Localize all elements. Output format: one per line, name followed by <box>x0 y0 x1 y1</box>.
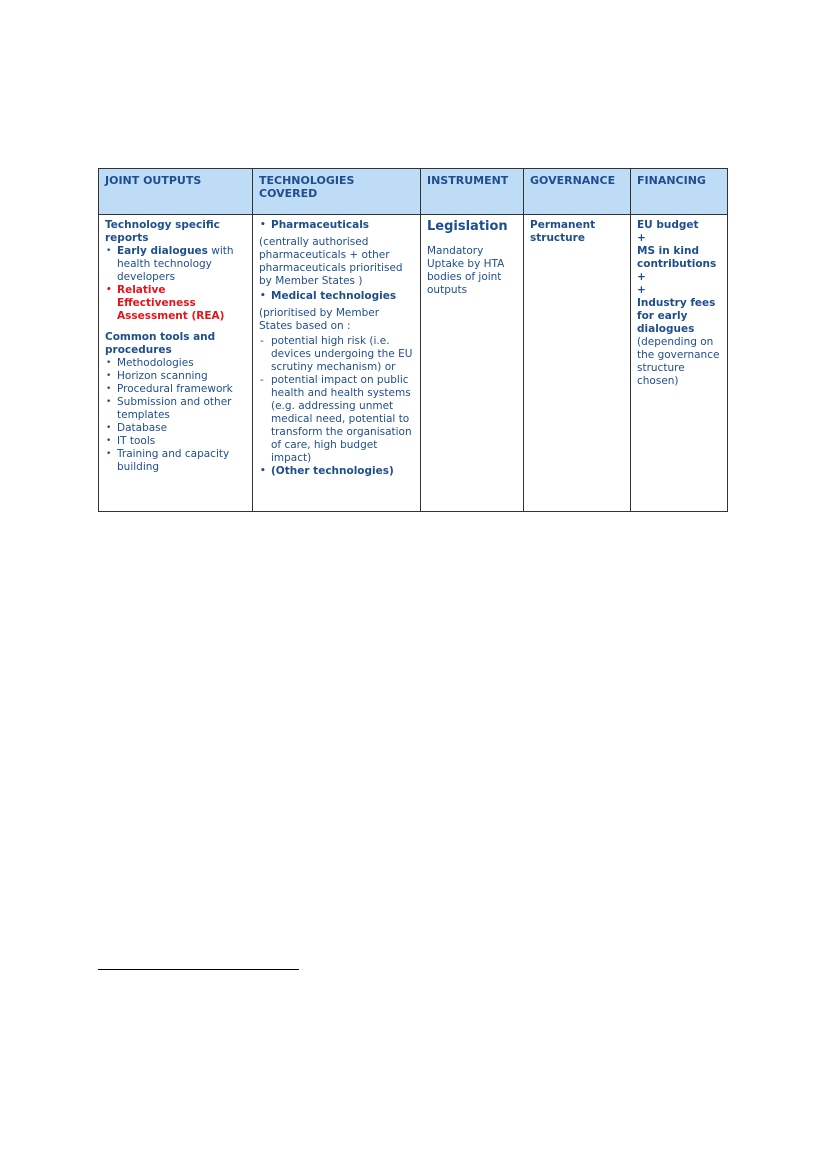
footnote-separator <box>98 969 299 970</box>
tools-list <box>105 357 246 474</box>
other-tech-label: • (Other technologies) <box>259 465 414 478</box>
list-item: • Methodologies <box>105 357 246 370</box>
early-dialogues-label: Early dialogues <box>117 245 208 257</box>
financing-industry-fees: Industry fees for early dialogues <box>637 297 716 335</box>
other-list <box>259 465 414 478</box>
tools-title: Common tools and procedures <box>105 331 216 356</box>
pharma-list <box>259 219 414 232</box>
rea-label: Relative Effectiveness Assessment (REA) <box>117 284 225 322</box>
early-dialogues-desc: with health technology developers <box>117 245 234 283</box>
medtech-label: • Medical technologies <box>259 290 414 303</box>
financing-note: (depending on the governance structure chosen) <box>637 336 720 387</box>
header-financing: FINANCING <box>631 169 728 215</box>
governance-text: Permanent structure <box>530 219 596 244</box>
list-item: • Submission and other templates <box>105 396 246 422</box>
header-joint-outputs: JOINT OUTPUTS <box>99 169 253 215</box>
pharma-label: • Pharmaceuticals <box>259 219 414 232</box>
list-item <box>105 245 246 284</box>
list-item: • Training and capacity building <box>105 448 246 474</box>
header-technologies-covered: TECHNOLOGIES COVERED <box>253 169 421 215</box>
reports-list <box>105 245 246 323</box>
medtech-list <box>259 290 414 303</box>
policy-option-table <box>98 168 728 512</box>
financing-eu-budget: EU budget <box>637 219 699 231</box>
reports-title: Technology specific reports <box>105 219 220 244</box>
cell-governance <box>524 215 631 512</box>
instrument-title: Legislation <box>427 219 508 234</box>
medtech-note: (prioritised by Member States based on : <box>259 307 380 332</box>
cell-joint-outputs <box>99 215 253 512</box>
list-item: • Horizon scanning <box>105 370 246 383</box>
criteria-list <box>259 335 414 465</box>
table-header-row <box>99 169 728 215</box>
financing-ms-contributions: MS in kind contributions <box>637 245 717 270</box>
financing-plus: + <box>637 271 646 283</box>
list-item <box>105 284 246 323</box>
cell-financing <box>631 215 728 512</box>
list-item: • Database <box>105 422 246 435</box>
financing-plus: + <box>637 284 646 296</box>
cell-instrument <box>421 215 524 512</box>
cell-technologies <box>253 215 421 512</box>
list-item: • Procedural framework <box>105 383 246 396</box>
table-row <box>99 215 728 512</box>
list-item: - potential high risk (i.e. devices undergoing the EU scrutiny mechanism) or <box>259 335 414 374</box>
list-item: • IT tools <box>105 435 246 448</box>
financing-plus: + <box>637 232 646 244</box>
list-item: - potential impact on public health and health systems (e.g. addressing unmet medical need, potential to transform the organisation of care, high budget impact) <box>259 374 414 465</box>
pharma-note: (centrally authorised pharmaceuticals + other pharmaceuticals prioritised by Member States ) <box>259 236 403 287</box>
header-governance: GOVERNANCE <box>524 169 631 215</box>
instrument-note: Mandatory Uptake by HTA bodies of joint outputs <box>427 245 505 296</box>
header-instrument: INSTRUMENT <box>421 169 524 215</box>
